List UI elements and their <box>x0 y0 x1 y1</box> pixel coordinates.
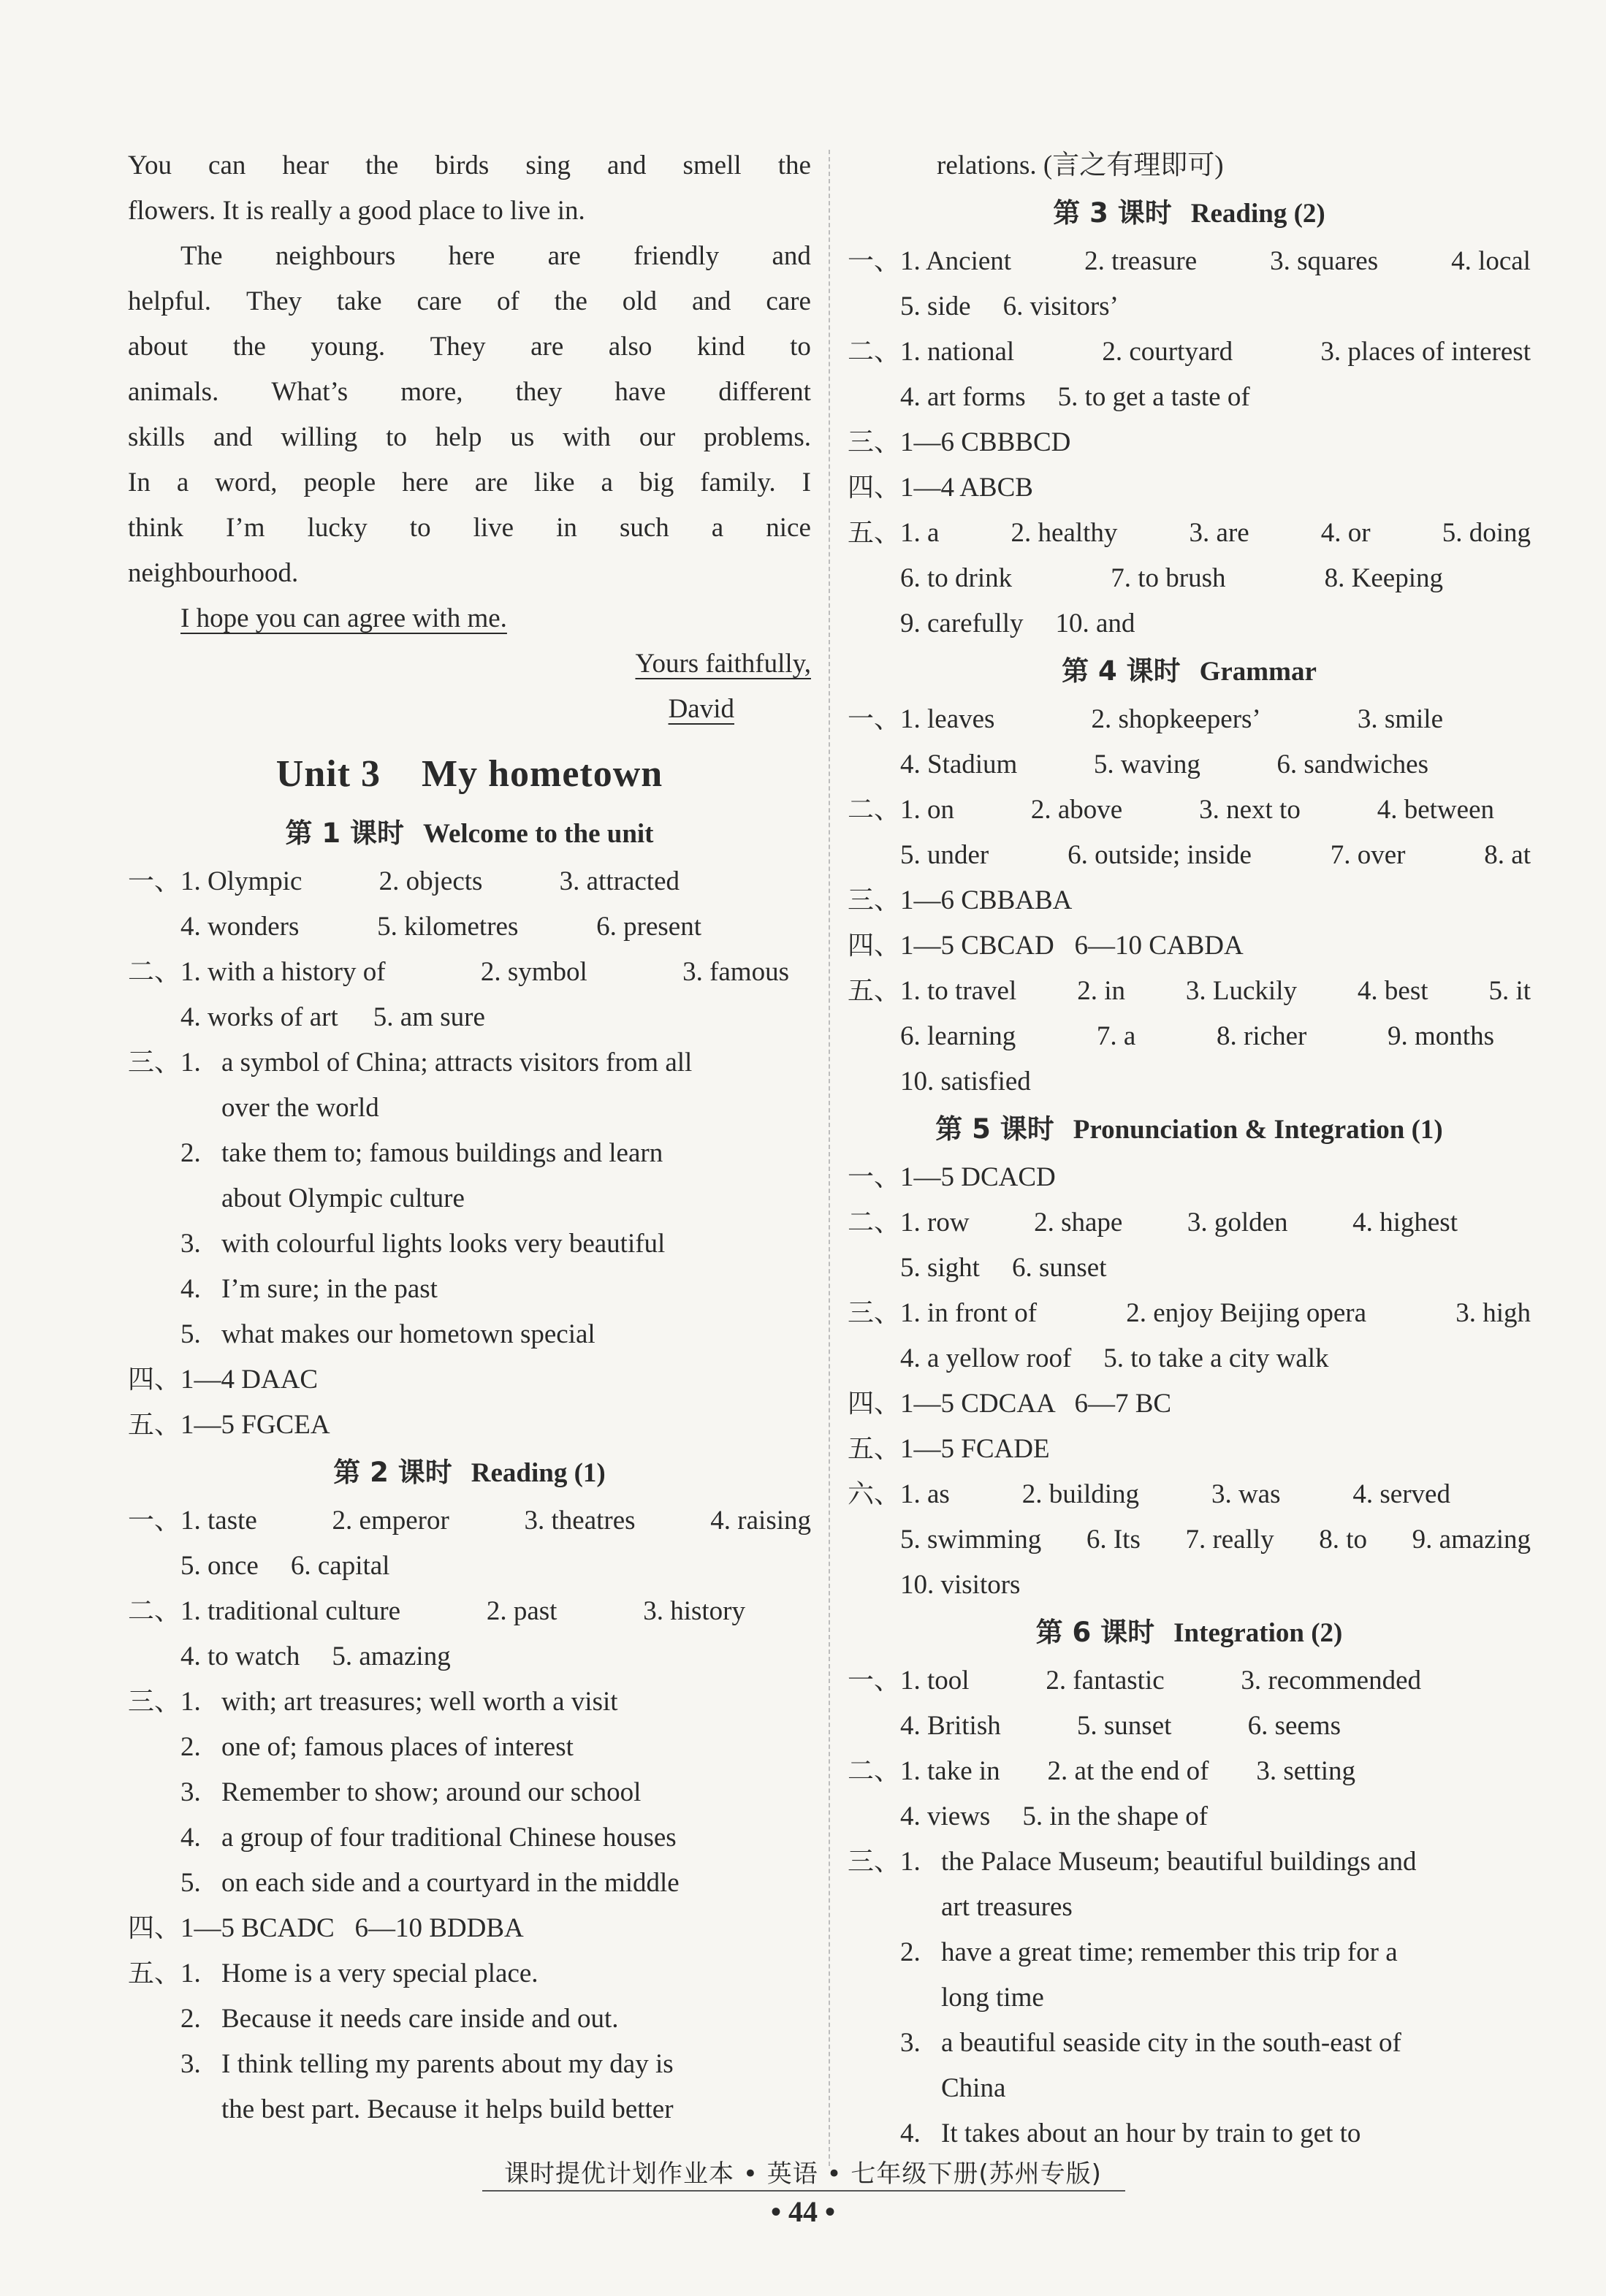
l6-section-1-cont <box>848 1704 1531 1749</box>
l1-section-3-cont <box>128 1086 811 1131</box>
l5-section-5 <box>848 1427 1531 1472</box>
l6-section-1 <box>848 1658 1531 1704</box>
l1-section-5 <box>128 1403 811 1448</box>
letter-line: In a word, people here are like a big family. I <box>128 468 811 497</box>
item-number: 2. <box>900 1937 921 1967</box>
answer: 3. setting <box>1256 1756 1355 1786</box>
letter-text <box>128 143 811 732</box>
answer: 3. attracted <box>559 866 680 896</box>
l4-section-5-cont <box>848 1059 1531 1105</box>
section-marker: 一、 <box>848 1666 901 1696</box>
answer: take them to; famous buildings and learn <box>221 1138 663 1168</box>
section-marker: 一、 <box>848 704 901 734</box>
item-number: 1. <box>180 1959 201 1988</box>
answer: 1. Ancient <box>900 246 1012 276</box>
l5-section-3-cont <box>848 1336 1531 1381</box>
answer: what makes our hometown special <box>221 1319 595 1349</box>
answer: 1—4 ABCB <box>900 473 1033 503</box>
item-number: 3. <box>180 2049 201 2079</box>
item-number: 4. <box>180 1274 201 1304</box>
answer: 1. as <box>900 1479 950 1509</box>
answer: 6. sunset <box>1011 1253 1107 1283</box>
l3-section-1-cont <box>848 284 1531 329</box>
section-marker: 三、 <box>848 1298 901 1328</box>
l3-section-4 <box>848 465 1531 511</box>
answer: 4. works of art <box>180 1002 338 1032</box>
answer: 3. are <box>1189 518 1249 548</box>
l5-section-1 <box>848 1155 1531 1200</box>
answer: 4. or <box>1320 518 1371 548</box>
answer: 4. British <box>900 1711 1001 1741</box>
lesson-label: 第 2 课时 <box>333 1457 452 1488</box>
item-number: 3. <box>180 1777 201 1807</box>
answer: 10. satisfied <box>900 1067 1031 1096</box>
l3-section-2 <box>848 329 1531 375</box>
answer: on each side and a courtyard in the middle <box>221 1868 680 1898</box>
item-number: 3. <box>180 1229 201 1259</box>
l2-section-3-item <box>128 1770 811 1815</box>
answer: 5. in the shape of <box>1022 1801 1209 1831</box>
answer: 8. to <box>1319 1525 1368 1555</box>
l3-section-5 <box>848 511 1531 556</box>
answer: 8. richer <box>1217 1021 1307 1051</box>
l6-section-2 <box>848 1749 1531 1794</box>
l6-section-3 <box>848 1839 1531 1885</box>
answer: 1. traditional culture <box>180 1596 401 1626</box>
lesson-title: Reading (1) <box>471 1458 606 1488</box>
item-number: 5. <box>180 1319 201 1349</box>
l6-section-3-item <box>848 2111 1531 2156</box>
l1-section-3-item <box>128 1312 811 1357</box>
answer: 1. with a history of <box>180 957 386 987</box>
answer: one of; famous places of interest <box>221 1732 574 1762</box>
answer: 1—5 CBCAD 6—10 CABDA <box>900 931 1244 961</box>
answer: 7. to brush <box>1111 563 1226 593</box>
answer: 6. present <box>596 912 701 942</box>
answer: 2. shape <box>1034 1208 1123 1237</box>
section-marker: 六、 <box>848 1479 901 1509</box>
letter-closing: I hope you can agree with me. <box>180 603 507 633</box>
l4-section-3 <box>848 878 1531 923</box>
lesson-1-heading <box>128 809 811 859</box>
answer: 1. leaves <box>900 704 995 734</box>
letter-closing-wrap <box>128 596 811 641</box>
answer: 3. next to <box>1199 795 1301 825</box>
l4-section-2-cont <box>848 833 1531 878</box>
answer: 6. learning <box>900 1021 1016 1051</box>
answer: 2. symbol <box>480 957 587 987</box>
answer: 7. really <box>1185 1525 1274 1555</box>
answer: 7. over <box>1330 840 1406 870</box>
answer: have a great time; remember this trip for a <box>941 1937 1398 1967</box>
answer: 5. under <box>900 840 989 870</box>
answer: 5. waving <box>1093 750 1200 779</box>
section-marker: 三、 <box>848 1847 901 1877</box>
answer: 3. recommended <box>1241 1666 1421 1696</box>
l1-section-3-item <box>128 1267 811 1312</box>
answer: 4. local <box>1451 246 1531 276</box>
section-marker: 五、 <box>128 1410 181 1440</box>
answer: I think telling my parents about my day is <box>221 2049 674 2079</box>
answer: 2. healthy <box>1011 518 1118 548</box>
l5-section-3 <box>848 1291 1531 1336</box>
unit-name: My hometown <box>422 753 663 795</box>
answer: 5. sight <box>900 1253 980 1283</box>
answer: 1—6 CBBBCD <box>900 427 1071 457</box>
letter-line: helpful. They take care of the old and care <box>128 286 811 316</box>
l4-section-1 <box>848 697 1531 742</box>
section-marker: 二、 <box>848 337 901 367</box>
lesson-6-heading <box>848 1608 1531 1658</box>
answer: 1—5 DCACD <box>900 1162 1056 1192</box>
answer: relations. (言之有理即可) <box>937 150 1224 180</box>
l1-section-3-cont <box>128 1176 811 1221</box>
answer: I’m sure; in the past <box>221 1274 438 1304</box>
section-marker: 二、 <box>128 957 181 987</box>
item-number: 2. <box>180 2004 201 2034</box>
section-marker: 四、 <box>848 473 901 503</box>
answer: 3. golden <box>1187 1208 1288 1237</box>
answer: the best part. Because it helps build better <box>221 2094 674 2124</box>
letter-signature: David <box>668 694 734 724</box>
answer: 1—5 FCADE <box>900 1434 1050 1464</box>
answer: 2. in <box>1077 976 1125 1006</box>
section-marker: 一、 <box>848 246 901 276</box>
answer: 4. raising <box>710 1506 811 1536</box>
l2-section-3 <box>128 1679 811 1725</box>
answer: 1. national <box>900 337 1015 367</box>
l6-section-3-item <box>848 2021 1531 2066</box>
lesson-label: 第 5 课时 <box>935 1113 1054 1145</box>
answer: 2. objects <box>378 866 483 896</box>
answer: 1—5 FGCEA <box>180 1410 330 1440</box>
answer: Remember to show; around our school <box>221 1777 642 1807</box>
letter-signature-wrap <box>128 687 811 732</box>
l3-section-5-cont <box>848 556 1531 601</box>
answer: 3. history <box>643 1596 745 1626</box>
answer: 1—5 CDCAA 6—7 BC <box>900 1389 1172 1419</box>
lesson-title: Reading (2) <box>1190 199 1325 229</box>
l5-section-2-cont <box>848 1246 1531 1291</box>
answer: 4. highest <box>1352 1208 1458 1237</box>
l6-section-3-cont <box>848 1975 1531 2021</box>
section-marker: 三、 <box>128 1048 181 1078</box>
answer: a beautiful seaside city in the south-east of <box>941 2028 1401 2058</box>
answer: 5. am sure <box>373 1002 485 1032</box>
l1-section-1-cont <box>128 904 811 950</box>
answer: 5. it <box>1488 976 1531 1006</box>
column-divider <box>829 150 830 2166</box>
answer: 10. and <box>1055 609 1135 638</box>
answer: 8. at <box>1484 840 1531 870</box>
answer: 1—5 BCADC 6—10 BDDBA <box>180 1913 524 1943</box>
lesson-label: 第 6 课时 <box>1035 1617 1155 1648</box>
l2-section-5-cont <box>128 2087 811 2132</box>
l2-section-2-cont <box>128 1634 811 1679</box>
answer: 6. visitors’ <box>1002 291 1119 321</box>
answer: 1. tool <box>900 1666 970 1696</box>
l5-section-6-cont <box>848 1517 1531 1563</box>
section-marker: 二、 <box>128 1596 181 1626</box>
answer: about Olympic culture <box>221 1183 465 1213</box>
section-marker: 一、 <box>848 1162 901 1192</box>
answer: 1. to travel <box>900 976 1017 1006</box>
l5-section-6 <box>848 1472 1531 1517</box>
answer: 4. a yellow roof <box>900 1343 1072 1373</box>
section-marker: 四、 <box>848 931 901 961</box>
answer: 4. Stadium <box>900 750 1018 779</box>
l3-section-3 <box>848 420 1531 465</box>
item-number: 5. <box>180 1868 201 1898</box>
l1-section-4 <box>128 1357 811 1403</box>
answer: 4. art forms <box>900 382 1026 412</box>
section-marker: 三、 <box>848 427 901 457</box>
letter-line: skills and willing to help us with our problems. <box>128 422 811 452</box>
answer: 5. side <box>900 291 971 321</box>
answer: long time <box>941 1983 1044 2013</box>
l4-section-5 <box>848 969 1531 1014</box>
section-marker: 四、 <box>128 1913 181 1943</box>
section-marker: 三、 <box>848 885 901 915</box>
answer: 3. theatres <box>524 1506 636 1536</box>
letter-signoff: Yours faithfully, <box>635 649 811 679</box>
letter-signoff-wrap <box>128 641 811 687</box>
answer: 9. months <box>1388 1021 1494 1051</box>
answer: 3. high <box>1455 1298 1531 1328</box>
l4-section-4 <box>848 923 1531 969</box>
answer: 2. building <box>1021 1479 1140 1509</box>
answer: 6. outside; inside <box>1068 840 1252 870</box>
answer: with; art treasures; well worth a visit <box>221 1687 618 1717</box>
answer: 4. served <box>1352 1479 1450 1509</box>
letter-line: about the young. They are also kind to <box>128 332 811 362</box>
l2-section-5-cont <box>848 143 1531 188</box>
answer: 1. take in <box>900 1756 1000 1786</box>
item-number: 1. <box>900 1847 921 1877</box>
letter-line: You can hear the birds sing and smell the <box>128 150 811 180</box>
letter-line: neighbourhood. <box>128 558 299 588</box>
answer: 4. wonders <box>180 912 300 942</box>
footer-book-title: 课时提优计划作业本 • 英语 • 七年级下册(苏州专版) <box>504 2159 1102 2189</box>
l3-section-1 <box>848 239 1531 284</box>
answer: 1. on <box>900 795 954 825</box>
lesson-title: Welcome to the unit <box>423 819 654 849</box>
lesson-2-heading <box>128 1448 811 1498</box>
answer: 3. smile <box>1357 704 1443 734</box>
item-number: 4. <box>180 1823 201 1853</box>
section-marker: 一、 <box>128 866 181 896</box>
l4-section-2 <box>848 787 1531 833</box>
answer: over the world <box>221 1093 379 1123</box>
left-column <box>128 143 811 2132</box>
lesson-label: 第 4 课时 <box>1062 655 1181 687</box>
item-number: 1. <box>180 1687 201 1717</box>
answer: 3. was <box>1211 1479 1281 1509</box>
answer: 2. past <box>486 1596 557 1626</box>
lesson-title: Pronunciation & Integration (1) <box>1073 1115 1443 1145</box>
l2-section-1 <box>128 1498 811 1544</box>
l2-section-5 <box>128 1951 811 1996</box>
answer: the Palace Museum; beautiful buildings and <box>941 1847 1417 1877</box>
l6-section-3-cont <box>848 1885 1531 1930</box>
lesson-label: 第 3 课时 <box>1053 197 1172 229</box>
answer: a symbol of China; attracts visitors from all <box>221 1048 693 1078</box>
item-number: 3. <box>900 2028 921 2058</box>
answer: 1—4 DAAC <box>180 1365 319 1395</box>
answer: 1. Olympic <box>180 866 302 896</box>
l2-section-1-cont <box>128 1544 811 1589</box>
l2-section-3-item <box>128 1815 811 1861</box>
answer: 6. capital <box>290 1551 390 1581</box>
answer: Because it needs care inside and out. <box>221 2004 619 2034</box>
l1-section-2-cont <box>128 995 811 1040</box>
answer: a group of four traditional Chinese houses <box>221 1823 677 1853</box>
letter-line: The neighbours here are friendly and <box>180 241 811 271</box>
l5-section-2 <box>848 1200 1531 1246</box>
answer: 4. to watch <box>180 1641 300 1671</box>
section-marker: 一、 <box>128 1506 181 1536</box>
section-marker: 二、 <box>848 795 901 825</box>
answer: 7. a <box>1096 1021 1136 1051</box>
unit-title <box>128 752 811 796</box>
answer: 6. Its <box>1086 1525 1141 1555</box>
answer: 2. shopkeepers’ <box>1091 704 1261 734</box>
answer: 5. once <box>180 1551 259 1581</box>
answer: 5. sunset <box>1076 1711 1172 1741</box>
section-marker: 五、 <box>848 1434 901 1464</box>
section-marker: 四、 <box>848 1389 901 1419</box>
answer: 1—6 CBBABA <box>900 885 1073 915</box>
answer: 6. sandwiches <box>1276 750 1428 779</box>
lesson-5-heading <box>848 1105 1531 1155</box>
l5-section-6-cont <box>848 1563 1531 1608</box>
answer: 2. treasure <box>1084 246 1198 276</box>
answer: 2. above <box>1030 795 1123 825</box>
lesson-label: 第 1 课时 <box>285 817 405 849</box>
l5-section-4 <box>848 1381 1531 1427</box>
answer: 2. fantastic <box>1046 1666 1165 1696</box>
item-number: 1. <box>180 1048 201 1078</box>
footer-rule <box>482 2190 1125 2192</box>
l2-section-3-item <box>128 1861 811 1906</box>
answer: 6. to drink <box>900 563 1013 593</box>
answer: 3. places of interest <box>1320 337 1531 367</box>
answer: art treasures <box>941 1892 1073 1922</box>
l3-section-2-cont <box>848 375 1531 420</box>
l1-section-1 <box>128 859 811 904</box>
l3-section-5-cont <box>848 601 1531 647</box>
answer: 9. amazing <box>1412 1525 1531 1555</box>
l2-section-2 <box>128 1589 811 1634</box>
answer: 3. famous <box>682 957 789 987</box>
answer: 2. enjoy Beijing opera <box>1126 1298 1367 1328</box>
l6-section-3-item <box>848 1930 1531 1975</box>
answer: 5. doing <box>1442 518 1531 548</box>
answer: 5. swimming <box>900 1525 1042 1555</box>
section-marker: 二、 <box>848 1756 901 1786</box>
l6-section-3-cont <box>848 2066 1531 2111</box>
l1-section-2 <box>128 950 811 995</box>
page-number: • 44 • <box>770 2195 835 2228</box>
answer: 3. squares <box>1270 246 1379 276</box>
answer: 2. emperor <box>332 1506 449 1536</box>
answer: It takes about an hour by train to get to <box>941 2118 1361 2148</box>
lesson-title: Integration (2) <box>1173 1618 1343 1648</box>
answer: 4. best <box>1357 976 1428 1006</box>
right-column <box>848 143 1531 2156</box>
item-number: 4. <box>900 2118 921 2148</box>
letter-line: think I’m lucky to live in such a nice <box>128 513 811 543</box>
lesson-title: Grammar <box>1199 657 1317 687</box>
answer: 8. Keeping <box>1324 563 1443 593</box>
section-marker: 二、 <box>848 1208 901 1237</box>
answer: 5. kilometres <box>377 912 519 942</box>
answer: 1. a <box>900 518 940 548</box>
answer: 3. Luckily <box>1185 976 1297 1006</box>
l6-section-2-cont <box>848 1794 1531 1839</box>
lesson-4-heading <box>848 647 1531 697</box>
section-marker: 五、 <box>848 518 901 548</box>
l4-section-1-cont <box>848 742 1531 787</box>
lesson-3-heading <box>848 188 1531 239</box>
section-marker: 五、 <box>128 1959 181 1988</box>
section-marker: 五、 <box>848 976 901 1006</box>
l2-section-4 <box>128 1906 811 1951</box>
answer: 5. amazing <box>332 1641 451 1671</box>
unit-number: Unit 3 <box>275 753 381 795</box>
l2-section-5-item <box>128 1996 811 2042</box>
letter-line: flowers. It is really a good place to live in. <box>128 196 585 226</box>
l2-section-5-item <box>128 2042 811 2087</box>
answer: 1. row <box>900 1208 970 1237</box>
item-number: 2. <box>180 1138 201 1168</box>
answer: 5. to take a city walk <box>1103 1343 1329 1373</box>
answer: 5. to get a taste of <box>1057 382 1250 412</box>
answer: 4. between <box>1377 795 1494 825</box>
answer: 2. at the end of <box>1047 1756 1209 1786</box>
l1-section-3-item <box>128 1221 811 1267</box>
answer: with colourful lights looks very beautiful <box>221 1229 666 1259</box>
section-marker: 三、 <box>128 1687 181 1717</box>
item-number: 2. <box>180 1732 201 1762</box>
answer: 9. carefully <box>900 609 1024 638</box>
answer: Home is a very special place. <box>221 1959 538 1988</box>
answer: 1. taste <box>180 1506 257 1536</box>
answer: China <box>941 2073 1006 2103</box>
l4-section-5-cont <box>848 1014 1531 1059</box>
answer: 4. views <box>900 1801 991 1831</box>
answer: 1. in front of <box>900 1298 1038 1328</box>
l1-section-3 <box>128 1040 811 1086</box>
l2-section-3-item <box>128 1725 811 1770</box>
letter-line: animals. What’s more, they have different <box>128 377 811 407</box>
l1-section-3-item <box>128 1131 811 1176</box>
answer: 10. visitors <box>900 1570 1021 1600</box>
section-marker: 四、 <box>128 1365 181 1395</box>
answer: 2. courtyard <box>1102 337 1233 367</box>
answer: 6. seems <box>1247 1711 1341 1741</box>
